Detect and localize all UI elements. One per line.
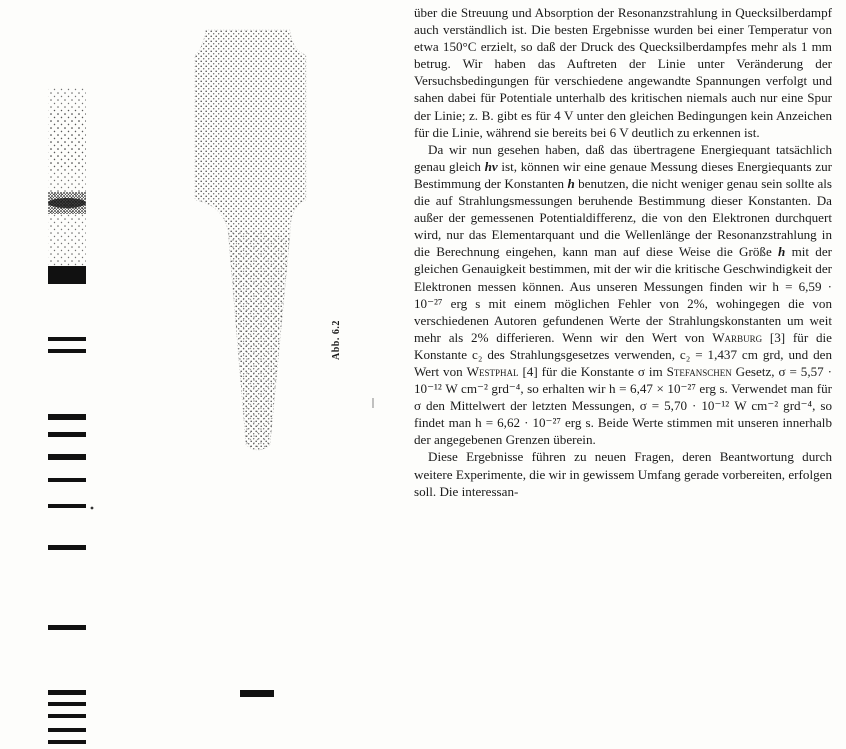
text-run: [3] für die Konstante c₂ des Strahlungsgesetzes verwenden, c₂ = 1,437 cm grd, und den Wert von [414, 329, 832, 379]
figure-graphic [0, 0, 400, 749]
figure-area [0, 0, 400, 749]
spectrum-haze [48, 110, 86, 170]
spectrum-line [48, 478, 86, 482]
spectrum-line [48, 728, 86, 732]
spectrum-line [48, 702, 86, 706]
author-name: Warburg [712, 329, 763, 345]
author-name: Westphal [466, 363, 519, 379]
spectrum-strip [48, 88, 93, 744]
math-symbol: h [778, 244, 786, 260]
text-run: [4] für die Konstante σ im [518, 363, 667, 379]
text-run: mit der gleichen Genauigkeit bestimmen, mit der wir die kritische Geschwindigkeit der Elektronen messen können. Aus unseren Messungen finden wir h = 6,59 · 10⁻²⁷ erg s mit einem möglichen Fehler von 2%, wohingegen die von verschiedenen Autoren gefundenen Werte der Strahlungskonstanten um weit mehr als 2% differieren. Wenn wir den Wert von [414, 244, 832, 345]
paragraph: über die Streuung und Absorption der Resonanzstrahlung in Quecksilberdampf auch verständlich ist. Die besten Ergebnisse wurden bei einer Temperatur von etwa 150°C erzielt, so daß der Druck des Quecksilberdampfes mehr als 1 mm betrug. Wir haben das Auftreten der Linie unter Veränderung der Versuchsbedingungen für verschiedene angewandte Spannungen verfolgt und sahen dabei für Potentiale unterhalb des kritischen niemals auch nur eine Spur der Linie; z. B. gibt es für 4 V unter den gleichen Bedingungen kein Anzeichen für die Linie, während sie bereits bei 6 V deutlich zu erkennen ist. [414, 5, 832, 140]
text-run: ist, können wir eine genaue Messung dieses Energiequants zur Bestimmung der Konstanten [414, 158, 833, 191]
spectrum-line [48, 545, 86, 550]
text-run: Gesetz, σ = 5,57 · 10⁻¹² W cm⁻² grd⁻⁴, so erhalten wir h = 6,47 × 10⁻²⁷ erg s. Verwendet man für σ den Mittelwert der letzten Messungen, σ = 5,70 · 10⁻¹² W cm⁻² grd⁻⁴, so findet man h = 6,62 · 10⁻²⁷ erg s. Beide Werte stimmen mit unseren innerhalb der angegebenen Grenzen überein. [414, 363, 832, 448]
spectrum-band [48, 266, 86, 284]
spectrum-line [48, 414, 86, 420]
body-text [414, 4, 832, 500]
text-run: benutzen, die nicht weniger genau sein sollte als die auf Strahlungsmessungen beruhende Bestimmung dieser Konstanten. Da außer der gemessenen Potentialdifferenz, die von den Elektronen durchquert wird, nur das Elementarquant und die Wellenlänge der Resonanzstrahlung in die Berechnung eingehen, kann man auf diese Weise die Größe [414, 175, 832, 260]
math-symbol: hν [484, 158, 498, 174]
math-symbol: h [567, 175, 575, 191]
spectrum-line [48, 349, 86, 353]
spectrum-line [48, 504, 86, 508]
spectrum-line [48, 625, 86, 630]
spectrum-line [48, 337, 86, 341]
spectrum-line [48, 454, 86, 460]
lower-mark [240, 690, 274, 697]
paragraph: Diese Ergebnisse führen zu neuen Fragen, deren Beantwortung durch weitere Experimente, die wir in gewissem Umfang gerade vorbereiten, erfolgen soll. Die interessan- [414, 449, 832, 499]
spectrum-mark [91, 507, 94, 510]
spectrum-line [48, 740, 86, 744]
author-name: Stefanschen [666, 363, 732, 379]
figure-caption: Abb. 6.2 [331, 320, 342, 360]
tube-drawing [195, 30, 306, 697]
spectrum-line-core [48, 198, 86, 208]
text-run: Da wir nun gesehen haben, daß das übertragene Energiequant tatsächlich genau gleich [414, 141, 832, 174]
paragraph [414, 141, 832, 449]
spectrum-line [48, 714, 86, 718]
spectrum-line [48, 690, 86, 695]
spectrum-line [48, 432, 86, 437]
